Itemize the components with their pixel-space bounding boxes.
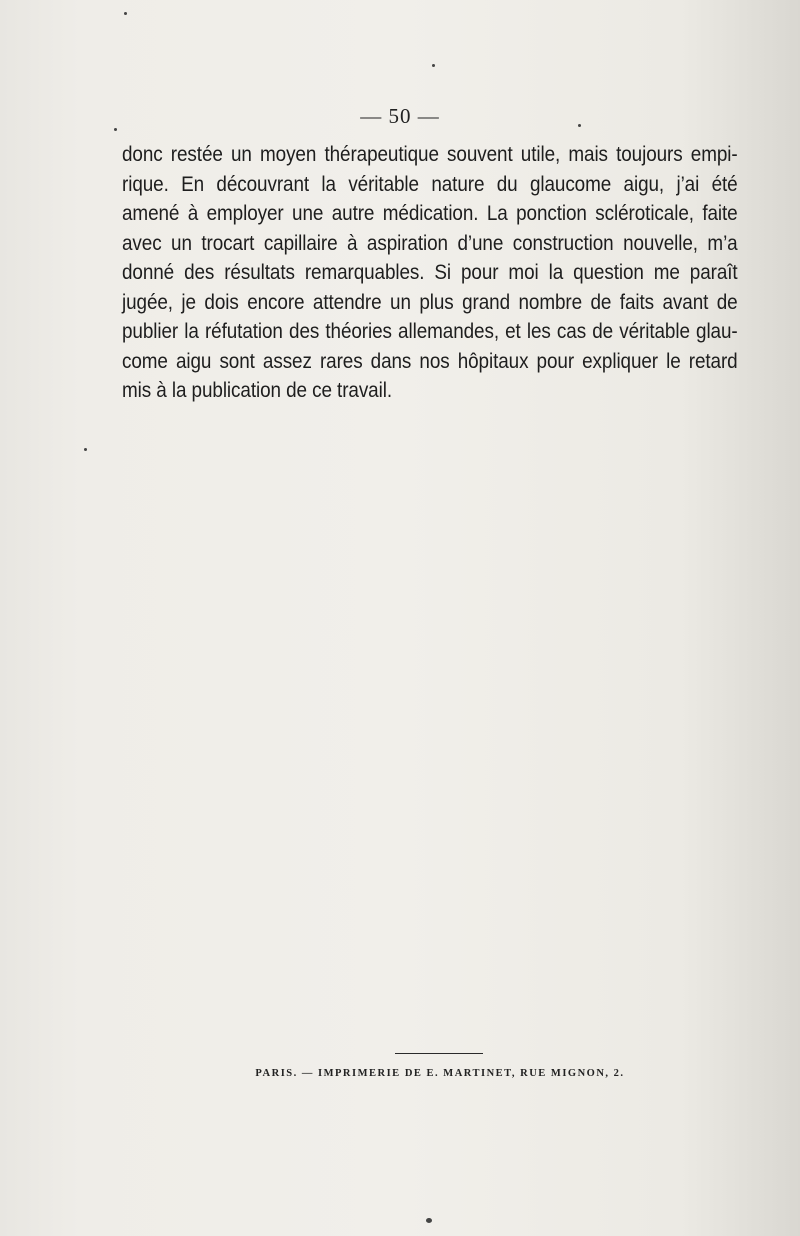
text-line: rique. En découvrant la véritable nature du glaucome aigu, j’ai été xyxy=(122,172,738,196)
text-line: mis à la publication de ce travail. xyxy=(122,379,392,402)
text-line: donc restée un moyen thérapeutique souvent utile, mais toujours empi- xyxy=(122,143,738,166)
text-line: jugée, je dois encore attendre un plus grand nombre de faits avant de xyxy=(122,290,738,314)
text-line: come aigu sont assez rares dans nos hôpitaux pour expliquer le retard xyxy=(122,349,738,373)
speck-mark xyxy=(432,64,435,67)
body-paragraph xyxy=(122,140,738,406)
text-line: avec un trocart capillaire à aspiration d’une construction nouvelle, m’a xyxy=(122,231,738,255)
text-line: donné des résultats remarquables. Si pour moi la question me paraît xyxy=(122,261,738,284)
footer-rule xyxy=(395,1053,483,1054)
speck-mark xyxy=(84,448,87,451)
text-line: amené à employer une autre médication. La ponction scléroticale, faite xyxy=(122,202,738,225)
text-line: publier la réfutation des théories allemandes, et les cas de véritable glau- xyxy=(122,320,738,343)
bleed-through-texture xyxy=(120,360,780,1120)
speck-mark xyxy=(124,12,127,15)
page-number: — 50 — xyxy=(360,104,440,128)
printer-imprint: PARIS. — IMPRIMERIE DE E. MARTINET, RUE MIGNON, 2. xyxy=(255,1068,625,1079)
speck-mark xyxy=(426,1218,432,1223)
